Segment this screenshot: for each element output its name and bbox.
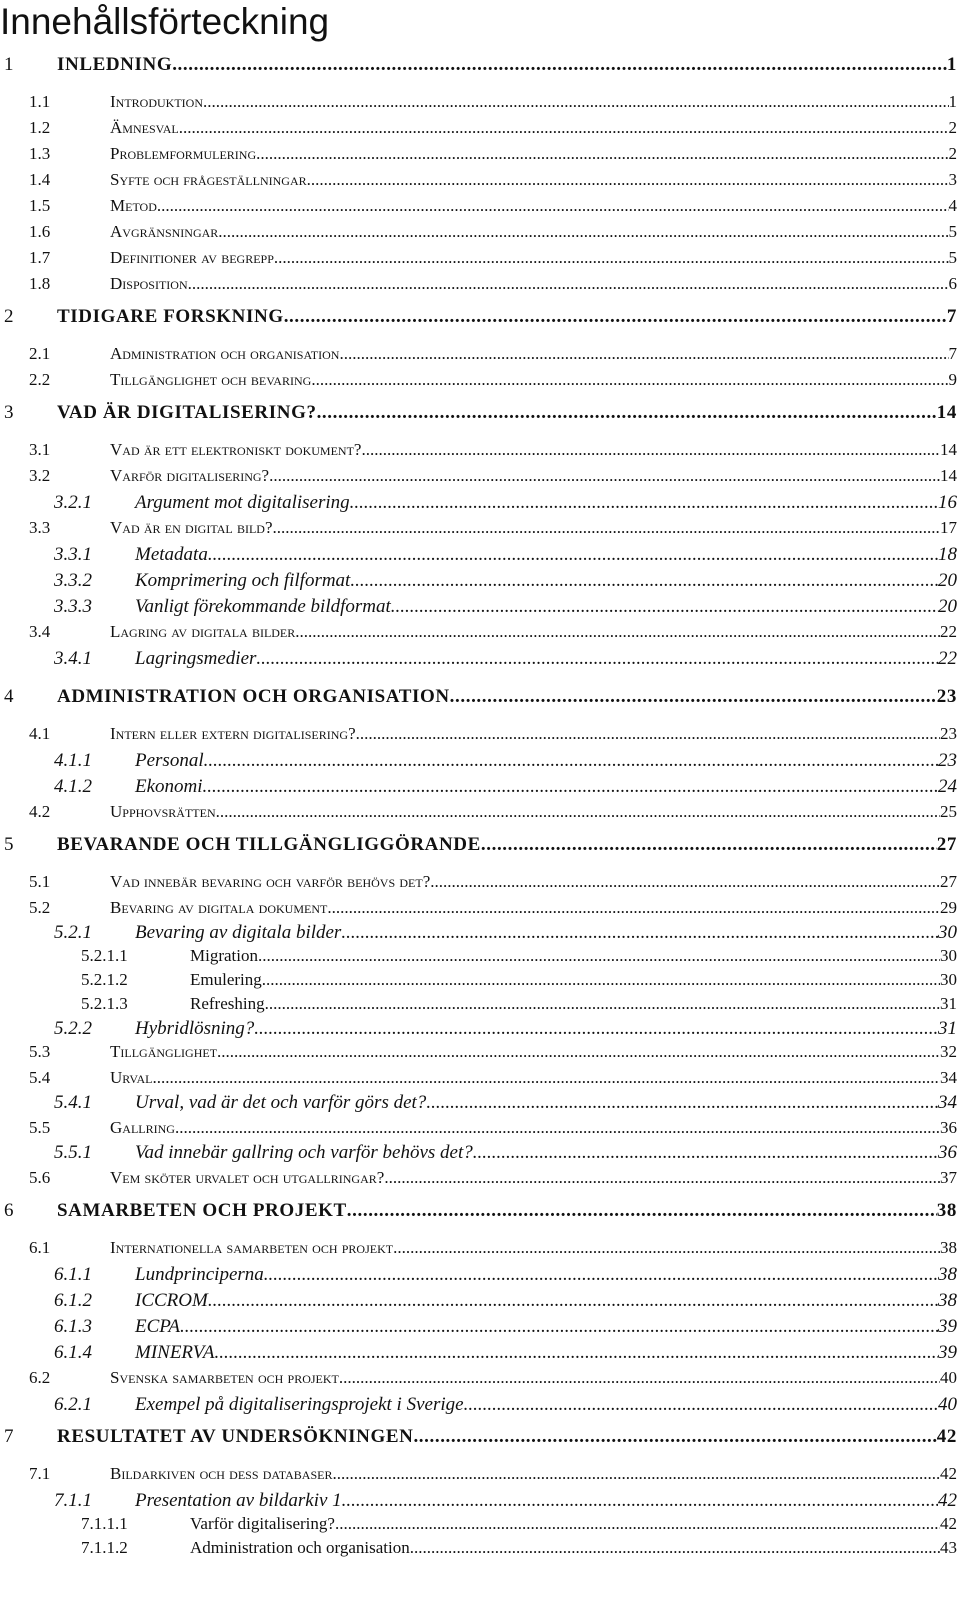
toc-entry-level-2[interactable]	[0, 370, 957, 396]
toc-entry-level-1[interactable]	[0, 1426, 957, 1458]
section-title: Personal	[135, 750, 204, 771]
toc-entry-level-4[interactable]	[0, 994, 957, 1018]
section-number: 4.1	[29, 724, 51, 743]
toc-entry-level-2[interactable]	[0, 196, 957, 222]
section-title: Introduktion	[110, 92, 203, 111]
section-title: VAD ÄR DIGITALISERING?	[57, 402, 317, 423]
page-number: 42	[936, 1426, 957, 1447]
section-title: Urval	[110, 1068, 153, 1087]
page-number: 40	[938, 1394, 957, 1415]
section-title: ECPA	[135, 1316, 181, 1337]
toc-entry-level-2[interactable]	[0, 440, 957, 466]
section-title: Varför digitalisering?	[190, 1514, 335, 1533]
page-number: 30	[940, 970, 957, 989]
toc-entry-level-2[interactable]	[0, 518, 957, 544]
section-title: Migration	[190, 946, 258, 965]
section-number: 1	[4, 54, 15, 75]
toc-entry-level-1[interactable]	[0, 306, 957, 338]
dot-leader	[208, 1290, 938, 1312]
dot-leader	[274, 248, 949, 268]
section-title: Syfte och frågeställningar	[110, 170, 307, 189]
section-number: 3.1	[29, 440, 51, 459]
toc-entry-level-1[interactable]	[0, 1200, 957, 1232]
section-number: 6.1.4	[54, 1342, 92, 1363]
toc-entry-level-2[interactable]	[0, 92, 957, 118]
dot-leader	[341, 922, 938, 944]
section-title: ADMINISTRATION OCH ORGANISATION	[57, 686, 450, 707]
section-number: 1.5	[29, 196, 51, 215]
section-number: 1.1	[29, 92, 51, 111]
toc-entry-level-2[interactable]	[0, 1238, 957, 1264]
section-number: 5.2.1.1	[81, 946, 128, 965]
toc-entry-level-1[interactable]	[0, 54, 957, 86]
toc-entry-level-3[interactable]	[0, 492, 957, 518]
dot-leader	[464, 1394, 938, 1416]
section-number: 1.8	[29, 274, 51, 293]
dot-leader	[258, 946, 940, 966]
section-number: 5.6	[29, 1168, 51, 1187]
section-number: 5.5	[29, 1118, 51, 1137]
page-number: 1	[948, 92, 957, 111]
section-title: Definitioner av begrepp	[110, 248, 274, 267]
section-number: 1.2	[29, 118, 51, 137]
dot-leader	[180, 1316, 938, 1338]
page-number: 39	[938, 1316, 957, 1337]
dot-leader	[327, 898, 940, 918]
section-number: 2.2	[29, 370, 51, 389]
dot-leader	[204, 750, 938, 772]
page-number: 14	[940, 440, 957, 459]
dot-leader	[203, 776, 938, 798]
section-number: 2.1	[29, 344, 51, 363]
page-number: 5	[948, 248, 957, 267]
toc-entry-level-3[interactable]	[0, 1394, 957, 1420]
section-title: Metod	[110, 196, 157, 215]
section-title: Vem sköter urvalet och utgallringar?	[110, 1168, 385, 1187]
dot-leader	[356, 724, 940, 744]
section-number: 3.3.1	[54, 544, 92, 565]
page-number: 38	[936, 1200, 957, 1221]
page-number: 42	[940, 1464, 957, 1483]
dot-leader	[218, 222, 948, 242]
section-number: 5.2.1.2	[81, 970, 128, 989]
toc-entry-level-2[interactable]	[0, 466, 957, 492]
section-number: 5.5.1	[54, 1142, 92, 1163]
dot-leader	[179, 118, 949, 138]
toc-entry-level-2[interactable]	[0, 802, 957, 828]
toc-entry-level-3[interactable]	[0, 596, 957, 622]
section-number: 1.6	[29, 222, 51, 241]
dot-leader	[361, 440, 940, 460]
toc-entry-level-4[interactable]	[0, 946, 957, 970]
section-number: 7.1	[29, 1464, 51, 1483]
section-title: Svenska samarbeten och projekt	[110, 1368, 339, 1387]
section-number: 1.3	[29, 144, 51, 163]
page-number: 17	[940, 518, 957, 537]
section-number: 5.4.1	[54, 1092, 92, 1113]
toc-entry-level-3[interactable]	[0, 776, 957, 802]
toc-entry-level-1[interactable]	[0, 402, 957, 434]
toc-entry-level-4[interactable]	[0, 1538, 957, 1562]
page-number: 5	[948, 222, 957, 241]
dot-leader	[430, 872, 940, 892]
dot-leader	[311, 370, 948, 390]
toc-entry-level-2[interactable]	[0, 1068, 957, 1094]
dot-leader	[188, 274, 949, 294]
section-title: Tillgänglighet	[110, 1042, 218, 1061]
section-title: Ämnesval	[110, 118, 179, 137]
section-number: 5.2.2	[54, 1018, 92, 1039]
dot-leader	[216, 802, 940, 822]
section-number: 6.2.1	[54, 1394, 92, 1415]
dot-leader	[203, 92, 949, 112]
section-number: 3.4	[29, 622, 51, 641]
dot-leader	[273, 518, 940, 538]
dot-leader	[413, 1426, 936, 1448]
dot-leader	[307, 170, 949, 190]
section-number: 5.1	[29, 872, 51, 891]
section-title: Bevaring av digitala bilder	[135, 922, 342, 943]
section-title: TIDIGARE FORSKNING	[57, 306, 284, 327]
page-number: 23	[940, 724, 957, 743]
section-number: 6	[4, 1200, 15, 1221]
page-number: 16	[938, 492, 957, 513]
page-number: 14	[940, 466, 957, 485]
page-number: 25	[940, 802, 957, 821]
dot-leader	[350, 492, 938, 514]
toc-entry-level-2[interactable]	[0, 898, 957, 924]
page-number: 42	[938, 1490, 957, 1511]
toc-entry-level-2[interactable]	[0, 118, 957, 144]
section-number: 3	[4, 402, 15, 423]
section-number: 5	[4, 834, 15, 855]
dot-leader	[157, 196, 949, 216]
dot-leader	[332, 1464, 940, 1484]
toc-entry-level-2[interactable]	[0, 222, 957, 248]
dot-leader	[473, 1142, 938, 1164]
page-number: 6	[948, 274, 957, 293]
page-number: 27	[936, 834, 957, 855]
section-title: Vad innebär gallring och varför behövs det?	[135, 1142, 473, 1163]
toc-entry-level-2[interactable]	[0, 170, 957, 196]
section-title: Bildarkiven och dess databaser	[110, 1464, 333, 1483]
section-number: 2	[4, 306, 15, 327]
page-number: 31	[938, 1018, 957, 1039]
page-title: Innehållsförteckning	[0, 1, 330, 42]
toc-entry-level-3[interactable]	[0, 1490, 957, 1516]
page-number: 27	[940, 872, 957, 891]
page-number: 36	[940, 1118, 957, 1137]
section-title: Vad innebär bevaring och varför behövs det?	[110, 872, 431, 891]
toc-entry-level-3[interactable]	[0, 1316, 957, 1342]
section-title: Tillgänglighet och bevaring	[110, 370, 312, 389]
page-number: 31	[940, 994, 957, 1013]
dot-leader	[410, 1538, 940, 1558]
section-title: Vad är en digital bild?	[110, 518, 273, 537]
page-number: 14	[936, 402, 957, 423]
section-number: 1.7	[29, 248, 51, 267]
section-title: Lundprinciperna	[135, 1264, 264, 1285]
dot-leader	[317, 402, 937, 424]
section-title: Lagringsmedier	[135, 648, 257, 669]
section-title: Varför digitalisering?	[110, 466, 270, 485]
section-title: Ekonomi	[135, 776, 203, 797]
page-number: 18	[938, 544, 957, 565]
section-number: 3.3.3	[54, 596, 92, 617]
toc-entry-level-2[interactable]	[0, 1118, 957, 1144]
section-title: Presentation av bildarkiv 1	[135, 1490, 342, 1511]
page-number: 38	[940, 1238, 957, 1257]
page-number: 7	[948, 344, 957, 363]
section-number: 5.3	[29, 1042, 51, 1061]
section-number: 6.2	[29, 1368, 51, 1387]
toc-entry-level-3[interactable]	[0, 1142, 957, 1168]
dot-leader	[172, 54, 947, 76]
section-number: 5.2.1.3	[81, 994, 128, 1013]
section-title: Lagring av digitala bilder	[110, 622, 296, 641]
page-number: 30	[940, 946, 957, 965]
toc-entry-level-1[interactable]	[0, 686, 957, 718]
page-number: 1	[946, 54, 957, 75]
page-number: 37	[940, 1168, 957, 1187]
page-number: 23	[936, 686, 957, 707]
section-title: Hybridlösning?	[135, 1018, 255, 1039]
section-title: Vanligt förekommande bildformat	[135, 596, 391, 617]
toc-entry-level-3[interactable]	[0, 544, 957, 570]
toc-entry-level-3[interactable]	[0, 1092, 957, 1118]
toc-entry-level-3[interactable]	[0, 570, 957, 596]
toc-entry-level-3[interactable]	[0, 1290, 957, 1316]
section-number: 6.1.3	[54, 1316, 92, 1337]
page-number: 4	[948, 196, 957, 215]
section-title: Metadata	[135, 544, 208, 565]
dot-leader	[265, 994, 940, 1014]
section-title: Administration och organisation	[190, 1538, 410, 1557]
section-title: SAMARBETEN OCH PROJEKT	[57, 1200, 347, 1221]
section-number: 1.4	[29, 170, 51, 189]
page-number: 23	[938, 750, 957, 771]
dot-leader	[215, 1342, 939, 1364]
dot-leader	[295, 622, 940, 642]
toc-entry-level-2[interactable]	[0, 724, 957, 750]
section-title: Problemformulering	[110, 144, 257, 163]
toc-entry-level-3[interactable]	[0, 1342, 957, 1368]
page-number: 36	[938, 1142, 957, 1163]
toc-entry-level-2[interactable]	[0, 1042, 957, 1068]
section-title: Urval, vad är det och varför görs det?	[135, 1092, 427, 1113]
page-number: 29	[940, 898, 957, 917]
page-number: 22	[940, 622, 957, 641]
toc-entry-level-2[interactable]	[0, 344, 957, 370]
toc-entry-level-3[interactable]	[0, 648, 957, 674]
dot-leader	[175, 1118, 940, 1138]
page-number: 38	[938, 1290, 957, 1311]
dot-leader	[269, 466, 940, 486]
section-number: 4.1.2	[54, 776, 92, 797]
dot-leader	[350, 570, 938, 592]
section-number: 5.2	[29, 898, 51, 917]
dot-leader	[254, 1018, 938, 1040]
section-title: MINERVA	[135, 1342, 215, 1363]
dot-leader	[339, 1368, 940, 1388]
page-number: 24	[938, 776, 957, 797]
toc-entry-level-2[interactable]	[0, 274, 957, 300]
dot-leader	[342, 1490, 938, 1512]
section-title: Komprimering och filformat	[135, 570, 351, 591]
toc-entry-level-2[interactable]	[0, 248, 957, 274]
section-number: 3.4.1	[54, 648, 92, 669]
dot-leader	[481, 834, 937, 856]
page-number: 2	[948, 144, 957, 163]
section-number: 5.4	[29, 1068, 51, 1087]
toc-entry-level-3[interactable]	[0, 1018, 957, 1044]
section-number: 3.3	[29, 518, 51, 537]
page-number: 43	[940, 1538, 957, 1557]
page-number: 7	[946, 306, 957, 327]
dot-leader	[264, 1264, 938, 1286]
dot-leader	[284, 306, 947, 328]
dot-leader	[152, 1068, 940, 1088]
section-title: BEVARANDE OCH TILLGÄNGLIGGÖRANDE	[57, 834, 481, 855]
page-number: 34	[940, 1068, 957, 1087]
toc-entry-level-3[interactable]	[0, 1264, 957, 1290]
section-number: 3.2	[29, 466, 51, 485]
toc-entry-level-2[interactable]	[0, 872, 957, 898]
section-title: Intern eller extern digitalisering?	[110, 724, 356, 743]
section-title: Gallring	[110, 1118, 175, 1137]
section-number: 7.1.1.2	[81, 1538, 128, 1557]
dot-leader	[450, 686, 937, 708]
section-title: RESULTATET AV UNDERSÖKNINGEN	[57, 1426, 414, 1447]
section-title: Disposition	[110, 274, 188, 293]
dot-leader	[339, 344, 948, 364]
toc-entry-level-2[interactable]	[0, 1368, 957, 1394]
page-number: 20	[938, 596, 957, 617]
toc-entry-level-1[interactable]	[0, 834, 957, 866]
page-number: 39	[938, 1342, 957, 1363]
section-title: ICCROM	[135, 1290, 208, 1311]
section-number: 6.1.2	[54, 1290, 92, 1311]
section-title: Vad är ett elektroniskt dokument?	[110, 440, 362, 459]
section-title: Argument mot digitalisering	[135, 492, 350, 513]
dot-leader	[262, 970, 940, 990]
section-number: 7.1.1.1	[81, 1514, 128, 1533]
dot-leader	[256, 144, 948, 164]
toc-entry-level-3[interactable]	[0, 750, 957, 776]
section-number: 3.3.2	[54, 570, 92, 591]
dot-leader	[335, 1514, 940, 1534]
page-number: 2	[948, 118, 957, 137]
section-number: 4	[4, 686, 15, 707]
toc-entry-level-2[interactable]	[0, 1464, 957, 1490]
section-number: 5.2.1	[54, 922, 92, 943]
section-title: Exempel på digitaliseringsprojekt i Sverige	[135, 1394, 464, 1415]
page-number: 32	[940, 1042, 957, 1061]
dot-leader	[347, 1200, 937, 1222]
page-number: 30	[938, 922, 957, 943]
section-title: Internationella samarbeten och projekt	[110, 1238, 394, 1257]
section-title: Administration och organisation	[110, 344, 340, 363]
toc-entry-level-4[interactable]	[0, 970, 957, 994]
section-title: Refreshing	[190, 994, 265, 1013]
dot-leader	[208, 544, 938, 566]
section-number: 7	[4, 1426, 15, 1447]
section-title: INLEDNING	[57, 54, 173, 75]
toc-entry-level-3[interactable]	[0, 922, 957, 948]
page-number: 34	[938, 1092, 957, 1113]
dot-leader	[426, 1092, 938, 1114]
section-number: 6.1.1	[54, 1264, 92, 1285]
toc-entry-level-2[interactable]	[0, 622, 957, 648]
dot-leader	[393, 1238, 940, 1258]
section-title: Avgränsningar	[110, 222, 219, 241]
section-title: Bevaring av digitala dokument	[110, 898, 328, 917]
dot-leader	[391, 596, 938, 618]
page-number: 22	[938, 648, 957, 669]
dot-leader	[256, 648, 938, 670]
section-number: 4.2	[29, 802, 51, 821]
section-number: 3.2.1	[54, 492, 92, 513]
toc-entry-level-4[interactable]	[0, 1514, 957, 1538]
section-number: 6.1	[29, 1238, 51, 1257]
dot-leader	[217, 1042, 940, 1062]
page-number: 42	[940, 1514, 957, 1533]
section-title: Upphovsrätten	[110, 802, 216, 821]
page-number: 40	[940, 1368, 957, 1387]
section-number: 4.1.1	[54, 750, 92, 771]
page-number: 38	[938, 1264, 957, 1285]
page-number: 3	[948, 170, 957, 189]
page-number: 20	[938, 570, 957, 591]
dot-leader	[384, 1168, 940, 1188]
section-title: Emulering	[190, 970, 262, 989]
section-number: 7.1.1	[54, 1490, 92, 1511]
toc-entry-level-2[interactable]	[0, 144, 957, 170]
toc-entry-level-2[interactable]	[0, 1168, 957, 1194]
page-number: 9	[948, 370, 957, 389]
